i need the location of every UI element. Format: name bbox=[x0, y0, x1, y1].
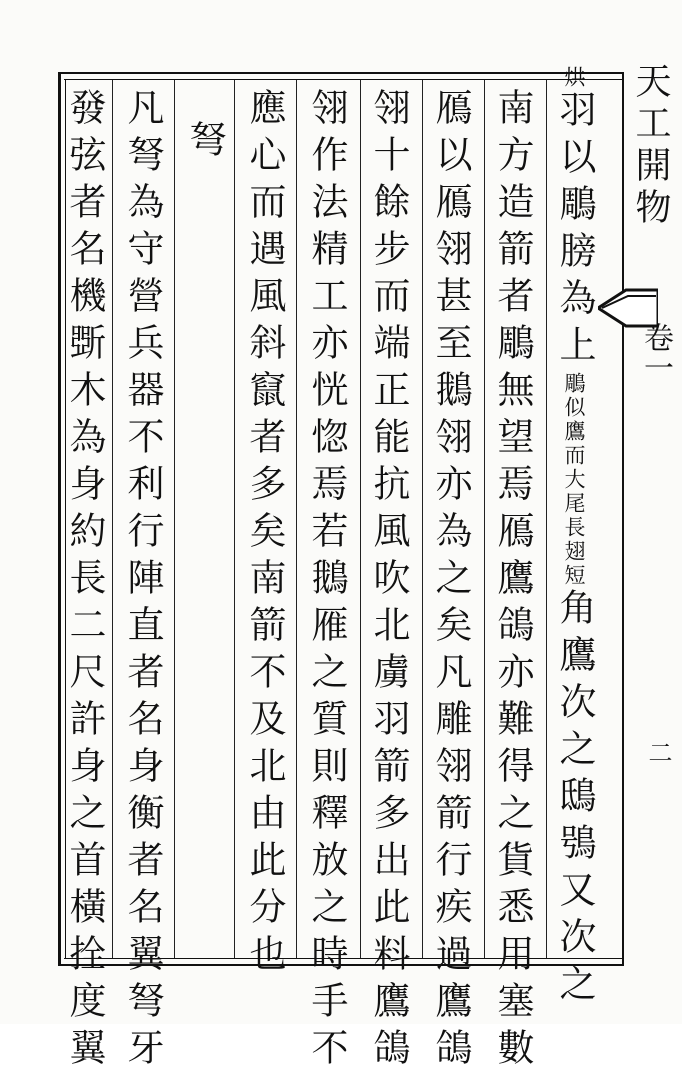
text-column-1 bbox=[553, 66, 596, 1011]
text-column-3: 鴈以鴈翎甚至鵝翎亦為之矣凡雕翎箭行疾過鷹鴿 bbox=[429, 88, 472, 1075]
section-heading: 弩 bbox=[183, 120, 226, 167]
column-1-lead: 烘 bbox=[562, 66, 586, 90]
column-rule bbox=[112, 80, 113, 958]
column-rule bbox=[546, 80, 547, 958]
banxin-page-mark: 二 bbox=[644, 740, 672, 764]
column-1-main: 羽以鵰膀為上 bbox=[553, 90, 596, 372]
frame-right-rule bbox=[622, 72, 624, 966]
banxin-book-title: 天工開物 bbox=[630, 62, 671, 230]
column-rule bbox=[422, 80, 423, 958]
frame-top-inner-rule bbox=[64, 79, 624, 80]
text-column-2: 南方造箭者鵰無望焉鴈鷹鴿亦難得之貨悉用塞數 bbox=[491, 88, 534, 1075]
column-rule bbox=[296, 80, 297, 958]
frame-left-rule bbox=[58, 72, 61, 966]
interlinear-note: 鵰似鷹而大尾長翅短 bbox=[562, 372, 586, 588]
column-rule bbox=[174, 80, 175, 958]
banxin-volume-label: 卷一 bbox=[638, 322, 673, 382]
column-rule bbox=[360, 80, 361, 958]
column-rule bbox=[484, 80, 485, 958]
text-column-5: 翎作法精工亦恍惚焉若鵝雁之質則釋放之時手不 bbox=[305, 88, 348, 1075]
text-column-4: 翎十餘步而端正能抗風吹北虜羽箭多出此料鷹鴿 bbox=[367, 88, 410, 1075]
text-column-9: 發弦者名機斲木為身約長二尺許身之首橫拴度翼 bbox=[63, 88, 106, 1075]
text-column-6: 應心而遇風斜竄者多矣南箭不及北由此分也 bbox=[243, 88, 286, 981]
column-rule bbox=[234, 80, 235, 958]
frame-top-rule bbox=[58, 72, 624, 74]
column-1-tail: 角鷹次之鴟鴞又次之 bbox=[553, 588, 596, 1011]
text-column-8: 凡弩為守營兵器不利行陣直者名身衡者名翼弩牙 bbox=[121, 88, 164, 1075]
